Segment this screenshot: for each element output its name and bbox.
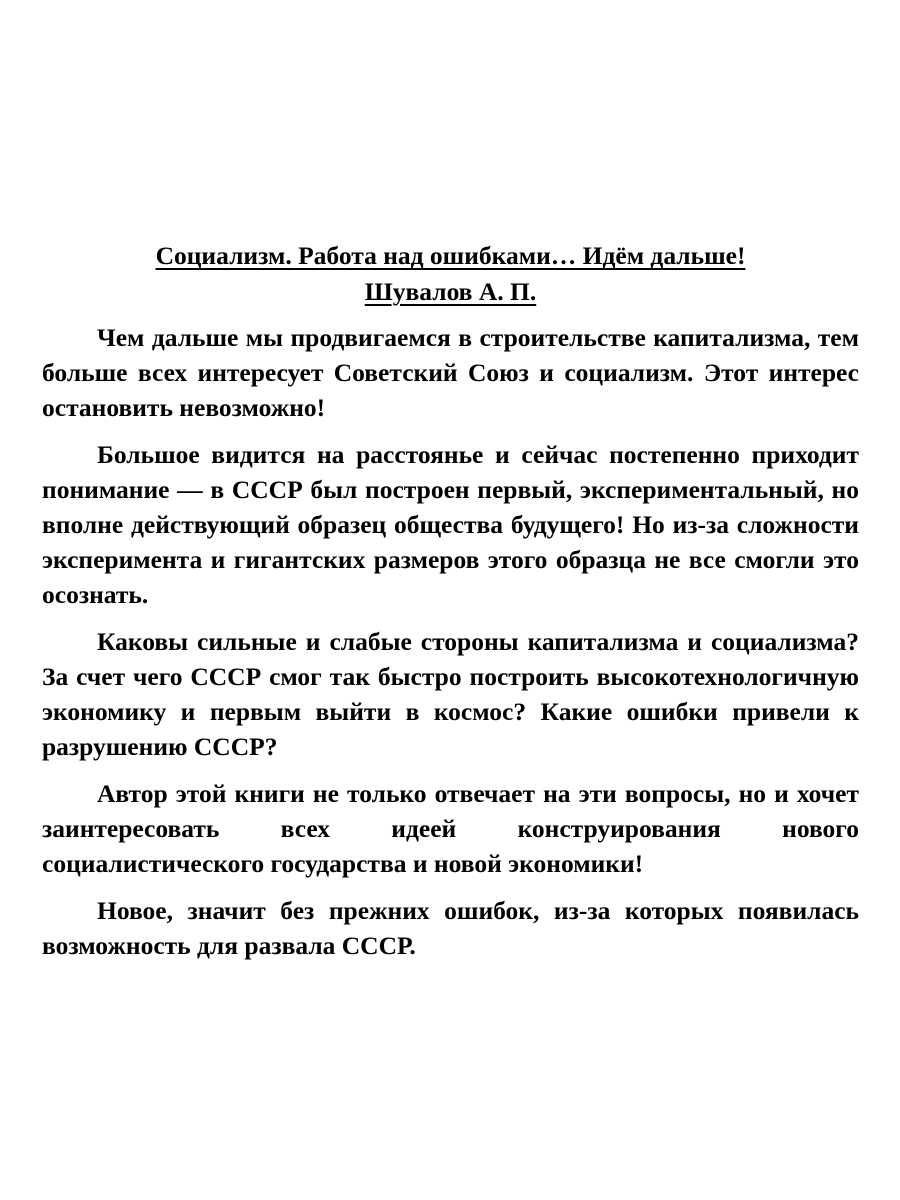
paragraph-3: Каковы сильные и слабые стороны капитализма и социализма? За счет чего СССР смог так быстро построить высокотехнологичную экономику и первым выйти в космос? Какие ошибки привели к разрушению СССР? bbox=[42, 627, 859, 761]
paragraph-5: Новое, значит без прежних ошибок, из-за которых появилась возможность для развала СССР. bbox=[42, 896, 859, 960]
document-author: Шувалов А. П. bbox=[364, 277, 537, 306]
document-page bbox=[42, 238, 859, 975]
document-title: Социализм. Работа над ошибками… Идём дальше! bbox=[155, 241, 746, 270]
paragraph-4: Автор этой книги не только отвечает на эти вопросы, но и хочет заинтересовать всех идеей конструирования нового социалистического государства и новой экономики! bbox=[42, 779, 859, 878]
paragraph-1: Чем дальше мы продвигаемся в строительстве капитализма, тем больше всех интересует Советский Союз и социализм. Этот интерес остановить невозможно! bbox=[42, 323, 859, 422]
paragraph-2: Большое видится на расстоянье и сейчас постепенно приходит понимание — в СССР был построен первый, экспериментальный, но вполне действующий образец общества будущего! Но из-за сложности эксперимента и гигантских размеров этого образца не все смогли это осознать. bbox=[42, 440, 859, 609]
